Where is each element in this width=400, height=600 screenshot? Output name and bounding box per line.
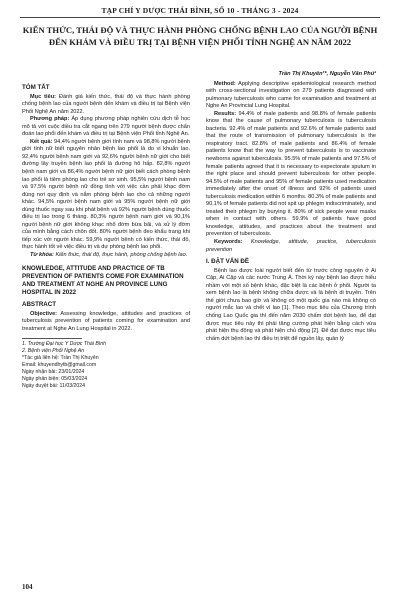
en-method: [206, 81, 376, 111]
footnote-accepted: Ngày duyệt bài: 11/03/2024: [22, 382, 86, 389]
footnote-affiliation-1: 1. Trường Đại học Y Dược Thái Bình: [22, 340, 107, 347]
en-keywords-label: Keywords:: [214, 239, 243, 246]
vi-objective: [22, 94, 190, 117]
footnote-affiliation-2: 2. Bệnh viện Phổi Nghệ An: [22, 347, 85, 354]
authors: Trần Thị Khuyên¹*, Nguyễn Văn Phú²: [278, 71, 376, 77]
vi-results: [22, 139, 190, 252]
summary-heading: TÓM TẮT: [22, 84, 50, 91]
vi-keywords-text: Kiến thức, thái độ, thực hành, phòng chống bệnh lao.: [53, 252, 188, 259]
left-column: [22, 80, 190, 390]
en-keywords-text: Knowledge, attitude, practice, tuberculosis prevention: [206, 239, 376, 253]
vi-keywords: [22, 252, 190, 260]
footnote-rule: [22, 338, 82, 339]
en-objective: [22, 311, 190, 334]
vi-method: [22, 116, 190, 139]
footnote-corresponding: *Tác giả liên hệ: Trần Thị Khuyên: [22, 354, 99, 361]
en-results-label: Results:: [214, 110, 237, 117]
footnote-received: Ngày nhận bài: 23/01/2024: [22, 368, 85, 375]
header-rule: [20, 17, 380, 18]
en-method-label: Method:: [214, 80, 236, 87]
article-title: KIẾN THỨC, THÁI ĐỘ VÀ THỰC HÀNH PHÒNG CHỐNG BỆNH LAO CỦA NGƯỜI BỆNH ĐẾN KHÁM VÀ ĐIỀU TRỊ TẠI BỆNH VIỆN PHỔI TỈNH NGHỆ AN NĂM 2022: [22, 25, 378, 47]
footnotes: [22, 341, 190, 390]
vi-objective-text: Đánh giá kiến thức, thái độ và thực hành phòng chống bệnh lao của người bệnh đến khám và điều trị tại Bệnh viện Phổi Nghệ An năm 2022.: [22, 93, 190, 115]
footnote-reviewed: Ngày phản biện: 05/03/2024: [22, 375, 88, 382]
vi-results-text: 94,4% người bệnh giới tính nam và 98,8% người bệnh giới tính nữ biết nguyên nhân bệnh lao phổi là do vi khuẩn lao. 92,4% người bệnh nam giới và 92,6% người bệnh nữ giới cho biết đường lây truyền bệnh lao phổi là đường hô hấp. 82,8% người bệnh nam giới và 86,4% người bệnh nữ giới biết cách phòng bệnh lao phổi là tiêm phòng lao cho trẻ sơ sinh. 95,5% người bệnh nam và 97,5% người bệnh nữ đồng tình với việc cần phải khạc đờm đúng nơi quy định và nắm phòng bệnh lao cho cả những người khác. 94,5% người bệnh nam giới và 95% người bệnh nữ giới dùng thuốc ngay sau khi phát bệnh và 92% người bệnh dùng thuốc điều trị lao trong 6 tháng. 80,3% người bệnh nam giới và 90,1% người bệnh nữ giới không khạc nhổ đờm bừa bãi, và xử lý đờm của mình bằng cách chôn đốt. 80% người bệnh đeo khẩu trang khi tiếp xúc với người khác. 59,9% người bệnh có kiến thức, thái độ, thực hành tốt về việc điều trị và dự phòng bệnh lao phổi.: [22, 138, 190, 251]
en-method-text: Applying descriptive epidemiological research method with cross-sectional investigation on 279 patients diagnosed with pulmonary tuberculosis who came for examination and treatment at Nghe An Provincial Lung Hospital.: [206, 80, 376, 110]
page-number: 104: [22, 583, 33, 591]
en-objective-label: Objective:: [30, 310, 58, 317]
vi-objective-label: Mục tiêu:: [30, 93, 56, 100]
footnote-email: Email: khuyendhytb@gmail.com: [22, 361, 97, 368]
en-objective-text: Assessing knowledge, attitudes and practices of tuberculosis prevention of patients coming for examination and treatment at Nghe An Lung Hospital in 2022.: [22, 310, 190, 333]
right-column: [206, 71, 376, 343]
section-1-heading: I. ĐẶT VẤN ĐỀ: [206, 258, 249, 266]
vi-method-text: Áp dụng phương pháp nghiên cứu dịch tễ học mô tả với cuộc điều tra cắt ngang trên 279 người bệnh được chẩn đoán lao phổi đến khám và điều trị tại Bệnh viện Phổi tỉnh Nghệ An.: [22, 116, 190, 138]
section-1-text: Bệnh lao được loài người biết đến từ trước công nguyên ở Ai Cập, Ai Cập và các nước Trung Á. Thời kỳ này bệnh lao được hiểu nhầm với một số bệnh khác, đặc biệt là các bệnh ở phổi. Người ta xem bệnh lao là bệnh không chữa được và là bệnh di truyền. Trên thế giới chưa bao giờ và không có một quốc gia nào mà không có người mắc lao và chết vì lao [1]. Theo mục tiêu của Chương trình chống Lao Quốc gia thì đến năm 2030 chấm dứt bệnh lao, để đạt được mục tiêu này thì phải tăng cường phát hiện bằng cách vừa phát hiện thụ động và phát hiện chủ động [2]. Để đạt được mục tiêu chấm dứt bệnh lao thì điều trị triệt để nguồn lây, quản lý: [206, 267, 376, 342]
journal-header: TẠP CHÍ Y DƯỢC THÁI BÌNH, SỐ 10 - THÁNG 3 - 2024: [101, 6, 299, 15]
en-results-text: 94.4% of male patients and 98.8% of female patients know that the cause of pulmonary tuberculosis is tuberculosis bacteria. 92.4% of male patients and 92.6% of female patients said that the route of transmission of pulmonary tuberculosis is the respiratory tract. 82.8% of male patients and 86.4% of female patients know that the way to prevent tuberculosis is to vaccinate newborns against tuberculosis. 95.5% of male patients and 97.5% of female patients agreed that it is necessary to expectorate sputum in the right place and should prevent tuberculosis for other people. 94.5% of male patients and 95% of female patients used medication immediately after the onset of illness and 92% of patients used tuberculosis medication within 6 months. 80.3% of male patients and 90.1% of female patients did not spit up phlegm indiscriminately, and treated their phlegm by burying it. 80% of sick people wear masks when in contact with others. 59.9% of patients have good knowledge, attitudes, and practices about the treatment and prevention of tuberculosis.: [206, 110, 376, 238]
english-title: KNOWLEDGE, ATTITUDE AND PRACTICE OF TB PREVENTION OF PATIENTS COME FOR EXAMINATION AND TREATMENT AT NGHE AN PROVINCE LUNG HOSPITAL IN 2022: [22, 264, 184, 297]
vi-keywords-label: Từ khóa:: [30, 252, 54, 259]
vi-results-label: Kết quả:: [30, 138, 53, 145]
en-results: [206, 111, 376, 239]
abstract-heading: ABSTRACT: [22, 301, 57, 309]
en-keywords: [206, 239, 376, 254]
vi-method-label: Phương pháp:: [30, 116, 70, 123]
